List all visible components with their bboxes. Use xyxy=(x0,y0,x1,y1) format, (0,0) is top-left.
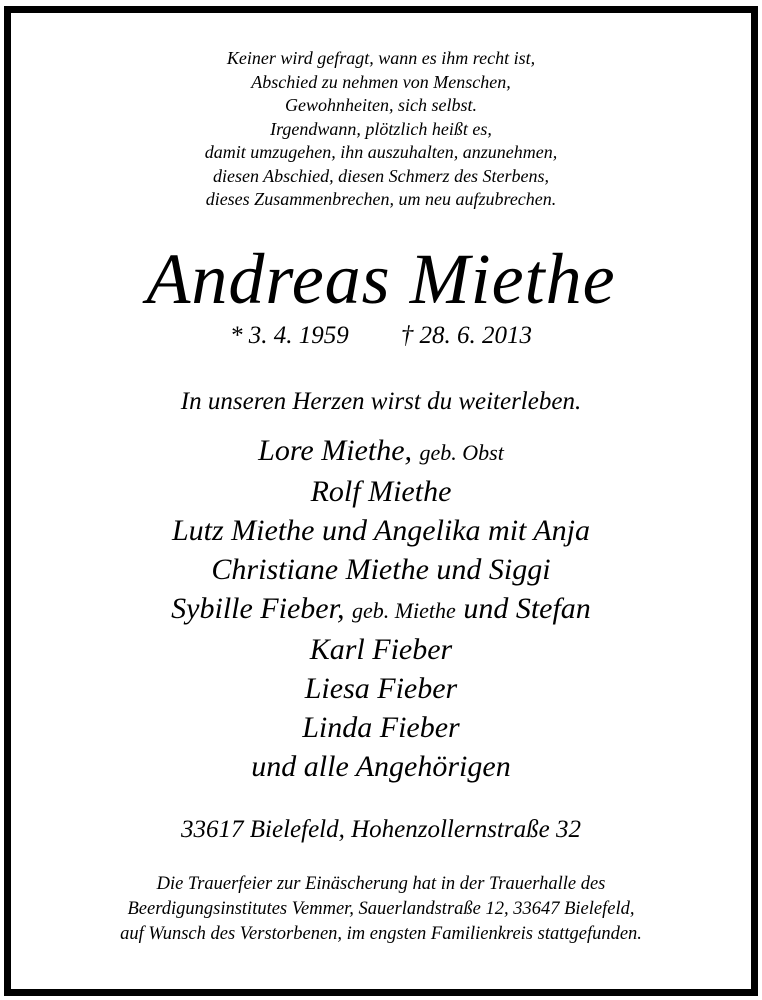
poem-line: Irgendwann, plötzlich heißt es, xyxy=(270,118,492,139)
funeral-notice xyxy=(0,872,762,947)
family-member: Christiane Miethe und Siggi xyxy=(211,553,551,586)
family-member: Liesa Fieber xyxy=(304,672,458,705)
notice-line: Beerdigungsinstitutes Vemmer, Sauerlandstraße 12, 33647 Bielefeld, xyxy=(127,899,635,919)
poem-line: diesen Abschied, diesen Schmerz des Sterbens, xyxy=(212,165,550,186)
family-member: Lutz Miethe und Angelika mit Anja xyxy=(171,514,591,547)
notice-line: Die Trauerfeier zur Einäscherung hat in der Trauerhalle des xyxy=(156,874,606,894)
poem-line: Abschied zu nehmen von Menschen, xyxy=(251,71,511,92)
poem-line: Keiner wird gefragt, wann es ihm recht ist, xyxy=(226,48,536,68)
notice-line: auf Wunsch des Verstorbenen, im engsten Familienkreis stattgefunden. xyxy=(120,924,642,944)
deceased-name: Andreas Miethe xyxy=(146,239,616,319)
address: 33617 Bielefeld, Hohenzollernstraße 32 xyxy=(181,816,581,843)
family-member: Karl Fieber xyxy=(309,633,453,666)
family-member: Rolf Miethe xyxy=(310,475,452,508)
maiden-name-note: geb. Obst xyxy=(419,440,504,465)
poem-line: Gewohnheiten, sich selbst. xyxy=(285,95,477,115)
family-member: Sybille Fieber, geb. Miethe und Stefan xyxy=(171,592,591,625)
maiden-name-note: geb. Miethe xyxy=(351,598,456,623)
poem-line: dieses Zusammenbrechen, um neu aufzubrechen. xyxy=(205,189,557,209)
poem-line: damit umzugehen, ihn auszuhalten, anzunehmen, xyxy=(204,142,558,162)
family-list xyxy=(0,431,762,786)
family-member: und alle Angehörigen xyxy=(251,750,511,783)
family-member: Lore Miethe, geb. Obst xyxy=(258,434,504,467)
birth-date: * 3. 4. 1959 xyxy=(230,322,349,349)
life-dates xyxy=(0,320,762,352)
family-member: Linda Fieber xyxy=(302,711,460,744)
death-date: † 28. 6. 2013 xyxy=(400,322,532,349)
motto: In unseren Herzen wirst du weiterleben. xyxy=(180,388,582,415)
poem xyxy=(0,47,762,212)
